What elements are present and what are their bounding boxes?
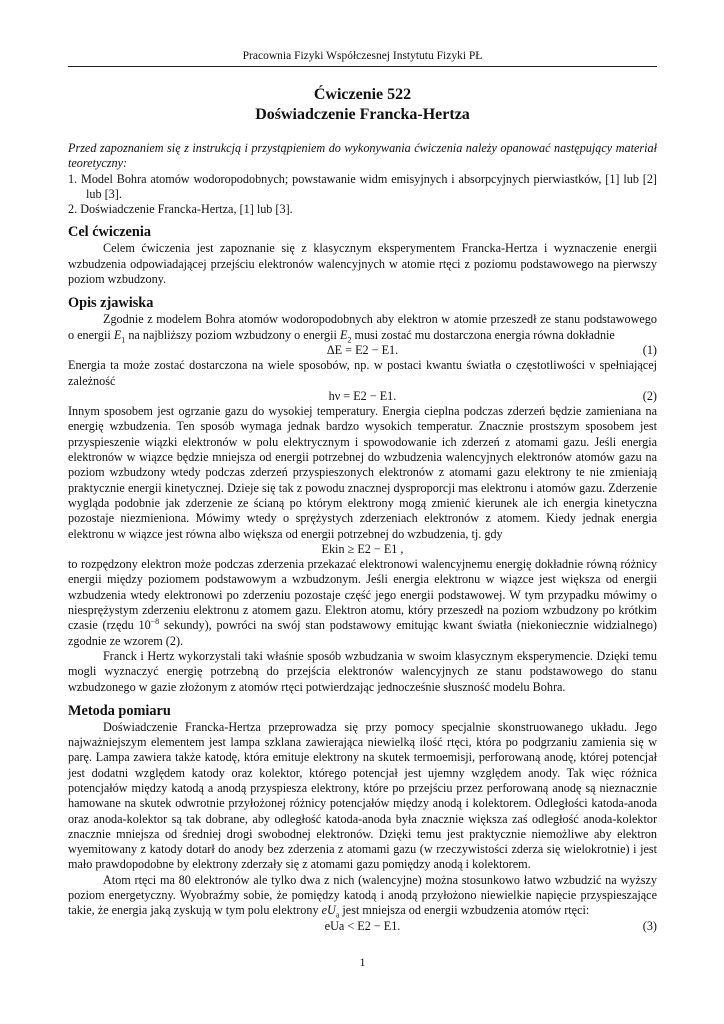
heading-opis: Opis zjawiska (68, 295, 154, 312)
opis-paragraph-5: Franck i Hertz wykorzystali taki właśnie sposób wzbudzania w swoim klasycznym eksperymencie. Dzięki temu mogli wyznaczyć energię potrzebną do przejścia elektronów walencyjnych ze stanu podstawowego do stanu wzbudzonego w gazie złożonym z atomów rtęci potwierdzając jednocześnie słuszność modelu Bohra. (68, 648, 657, 694)
equation-1-body: ΔE = E2 − E1. (326, 342, 399, 357)
title-line-1: Ćwiczenie 522 (313, 86, 412, 103)
equation-3 (68, 919, 657, 934)
equation-3-number: (3) (642, 918, 657, 933)
opis-paragraph-4: to rozpędzony elektron może podczas zderzenia przekazać elektronowi walencyjnemu energię dokładnie równą różnicy energii między poziomem podstawowym a wzbudzonym. Jeśli energia elektronu w wiązce jest większa od energii wzbudzenia wtedy elektronowi po zderzeniu pozostaje część jego energii podstawowej. W tym przypadku mówimy o niesprężystym zderzeniu elektronu z atomem gazu. Elektron atomu, który przeszedł na poziom wzbudzony po krótkim czasie (rzędu $10^{-8}$ sekundy), powróci na swój stan podstawowy emitując kwant światła (niekoniecznie widzialnego) zgodnie ze wzorem (2). (68, 557, 657, 648)
equation-1 (68, 343, 657, 358)
heading-metoda: Metoda pomiaru (68, 702, 171, 719)
page-title (68, 85, 657, 125)
equation-1-number: (1) (642, 342, 657, 357)
metoda-paragraph-2: Atom rtęci ma 80 elektronów ale tylko dwa z nich (walencyjne) można stosunkowo łatwo wzbudzić na wyższy poziom energetyczny. Wyobraźmy sobie, że pomiędzy katodą i anodą przyłożono niewielkie napięcie przyspieszające takie, że energia jaką zyskują w tym polu elektrony $eU_a$ jest mniejsza od energii wzbudzenia atomów rtęci: (68, 872, 657, 920)
equation-2 (68, 389, 657, 404)
running-head: Pracownia Fizyki Współczesnej Instytutu Fizyki PŁ (242, 50, 483, 62)
equation-2-number: (2) (642, 388, 657, 403)
heading-cel: Cel ćwiczenia (68, 224, 151, 241)
opis-paragraph-2: Energia ta może zostać dostarczona na wiele sposobów, np. w postaci kwantu światła o częstotliwości ν spełniającej zależność (68, 358, 657, 388)
equation-kin-body: Ekin ≥ E2 − E1 , (321, 541, 404, 556)
cel-paragraph: Celem ćwiczenia jest zapoznanie się z klasycznym eksperymentem Francka-Hertza i wyznaczenie energii wzbudzenia odpowiadającej przejściu elektronów walencyjnych w atomie rtęci z poziomu podstawowego na pierwszy poziom wzbudzony. (68, 241, 657, 287)
intro-item-2: 2. Doświadczenie Francka-Hertza, [1] lub [3]. (68, 202, 293, 217)
metoda-paragraph-1: Doświadczenie Francka-Hertza przeprowadza się przy pomocy specjalnie skonstruowanego układu. Jego najważniejszym elementem jest lampa szklana zawierająca niewielką ilość rtęci, która po podgrzaniu zamienia się w parę. Lampa zawiera także katodę, która emituje elektrony na skutek termoemisji, perforowaną anodę, której potencjał jest dodatni względem katody oraz kolektor, którego potencjał jest ujemny względem anody. Tak więc różnica potencjałów między katodą a anodą przyspiesza elektrony, które po przejściu przez perforowaną anodę są nieznacznie hamowane na skutek odwrotnie przyłożonej różnicy potencjałów między anodą i kolektorem. Odległości katoda-anoda oraz anoda-kolektor są tak dobrane, aby odległość katoda-anoda była znacznie większa zaś odległość anoda-kolektor znacznie mniejsza od średniej drogi swobodnej elektronów. Dzięki temu jest praktycznie niemożliwe aby elektron wyemitowany z katody dotarł do anody bez zderzenia z atomami gazu (w rzeczywistości zderza się wielokrotnie) i jest mało prawdopodobne by elektrony zderzały się z atomami gazu pomiędzy anodą i kolektorem. (68, 719, 657, 872)
equation-2-body: hν = E2 − E1. (328, 388, 397, 403)
intro-item-1: 1. Model Bohra atomów wodoropodobnych; powstawanie widm emisyjnych i absorpcyjnych pierwiastków, [1] lub [2] lub [3]. (68, 171, 657, 201)
intro-text: Przed zapoznaniem się z instrukcją i przystąpieniem do wykonywania ćwiczenia należy opanować następujący materiał teoretyczny: (68, 141, 657, 171)
document-body (68, 141, 657, 934)
opis-paragraph-1: Zgodnie z modelem Bohra atomów wodoropodobnych aby elektron w atomie przeszedł ze stanu podstawowego o energii $E_1$ na najbliższy poziom wzbudzony o energii $E_2$ musi zostać mu dostarczona energia równa dokładnie (68, 312, 657, 345)
page-number: 1 (359, 955, 366, 969)
equation-kin (68, 542, 657, 557)
opis-paragraph-3: Innym sposobem jest ogrzanie gazu do wysokiej temperatury. Energia cieplna podczas zderzeń będzie zamieniana na energię wzbudzenia. Ten sposób wymaga jednak bardzo wysokich temperatur. Znacznie prostszym sposobem jest przyspieszenie wiązki elektronów w polu elektrycznym i spowodowanie ich zderzeń z atomami gazu. Jeśli energia elektronów w wiązce będzie mniejsza od energii potrzebnej do wzbudzenia walencyjnych elektronów atomów gazu na poziom wzbudzony wtedy podczas zderzeń przyspieszonych elektronów z atomami gazu elektrony te nie zmieniają praktycznie energii kinetycznej. Dzieje się tak z powodu znacznej dysproporcji mas elektronu i atomów gazu. Zderzenie wygląda podobnie jak zderzenie ze ścianą po którym elektrony mogą zmienić kierunek ale ich energia kinetyczna pozostaje niezmieniona. Mówimy wtedy o sprężystych zderzeniach elektronów z atomem. Kiedy jednak energia elektronu w wiązce jest równa albo większa od energii potrzebnej do wzbudzenia, tj. gdy (68, 404, 657, 541)
equation-3-body: eUa < E2 − E1. (324, 918, 401, 933)
header-rule (68, 66, 657, 67)
title-line-2: Doświadczenie Francka-Hertza (255, 106, 470, 123)
